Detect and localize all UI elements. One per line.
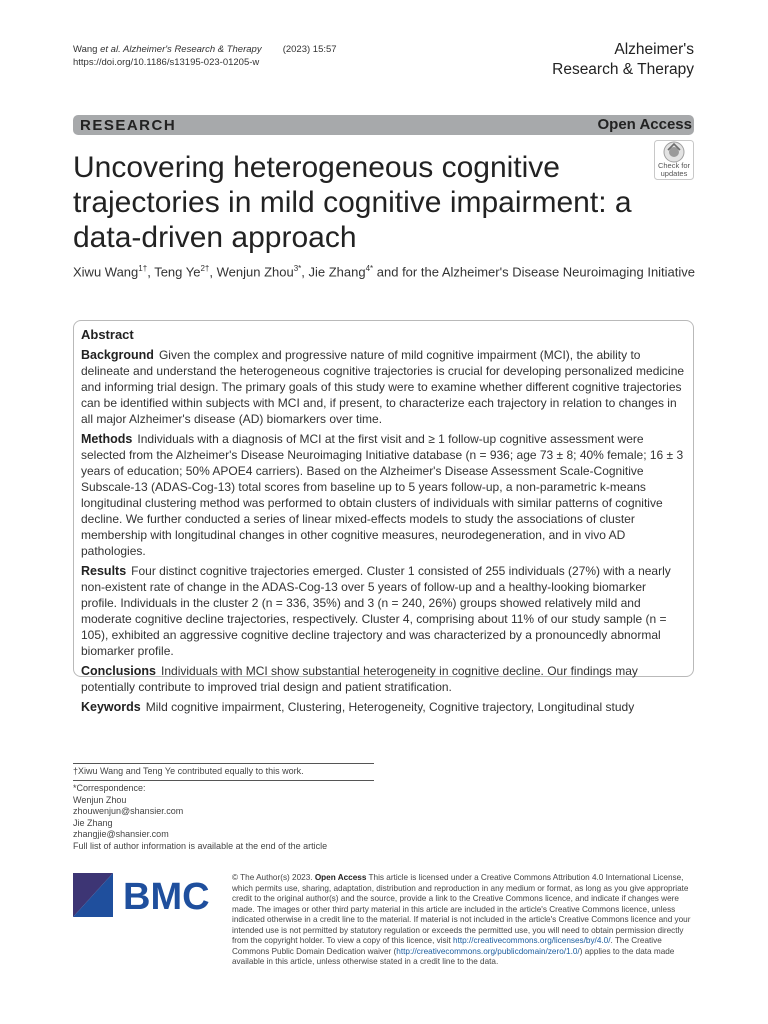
doi-link[interactable]: https://doi.org/10.1186/s13195-023-01205-w	[73, 57, 260, 68]
abstract-section-label: Conclusions	[81, 664, 157, 678]
author-separator: ,	[301, 264, 309, 280]
abstract-section-text: Individuals with a diagnosis of MCI at the first visit and ≥ 1 follow-up cognitive assessment were selected from the Alzheimer's Disease Neuroimaging Initiative database (n = 936; age 73 ± 8; 40% female; 16 ± 3 years of education; 50% APOE4 carriers). Based on the Alzheimer's Disease Assessment Scale-Cognitive Subscale-13 (ADAS-Cog-13) total scores from baseline up to 5 years follow-up, a non-parametric k-means longitudinal clustering method was performed to obtain clusters of individuals with similar patterns of cognitive decline. We further conducted a series of linear mixed-effects models to study the associations of cluster membership with longitudinal changes in other cognitive measures, neurodegeneration, and in vivo AD pathologies.	[81, 432, 684, 558]
abstract-section-keywords	[81, 699, 685, 715]
abstract-section-label: Background	[81, 348, 154, 362]
license-text: © The Author(s) 2023. Open Access This article is licensed under a Creative Commons Attribution 4.0 International License, which permits use, sharing, adaptation, distribution and reproduction in any medium or format, as long as you give appropriate credit to the original author(s) and the source, provide a link to the Creative Commons licence, and indicate if changes were made. The images or other third party material in this article are included in the article's Creative Commons licence, unless indicated otherwise in a credit line to the material. If material is not included in the article's Creative Commons licence and your intended use is not permitted by statutory regulation or exceeds the permitted use, you will need to obtain permission directly from the copyright holder. To view a copy of this licence, visit http://creativecommons.org/licenses/by/4.0/. The Creative Commons Public Domain Dedication waiver (http://creativecommons.org/publicdomain/zero/1.0/) applies to the data made available in this article, unless otherwise stated in a credit line to the data.	[232, 873, 691, 966]
correspondence-line: Wenjun Zhou	[73, 794, 127, 805]
author-name[interactable]: Xiwu Wang	[73, 264, 139, 280]
abstract-section-text: Individuals with MCI show substantial heterogeneity in cognitive decline. Our findings may potentially contribute to improved trial design and patient stratification.	[81, 664, 638, 694]
abstract-section-background	[81, 347, 685, 427]
abstract-section-text: Given the complex and progressive nature of mild cognitive impairment (MCI), the ability to delineate and understand the heterogeneous cognitive trajectories is crucial for developing personalized medicine and informing trial design. The primary goals of this study were to examine whether different cognitive trajectories can be identified within subjects with MCI and, if present, to characterize each trajectory in relation to changes in all major Alzheimer's disease (AD) biomarkers over time.	[81, 348, 685, 426]
journal-name: Alzheimer's Research & Therapy	[552, 41, 694, 78]
author-affiliation-marker: 4*	[365, 264, 374, 273]
license-link[interactable]: http://creativecommons.org/licenses/by/4.0/	[453, 936, 611, 945]
bmc-logo	[73, 873, 218, 917]
author-affiliation-marker: 3*	[293, 264, 302, 273]
public-domain-link[interactable]: http://creativecommons.org/publicdomain/zero/1.0/	[396, 946, 580, 956]
abstract-section-label: Keywords	[81, 700, 141, 714]
author-affiliation-marker: 2†	[200, 264, 210, 273]
footnote-rule	[73, 780, 374, 781]
author-name[interactable]: Wenjun Zhou	[216, 264, 294, 280]
correspondence-line[interactable]: zhangjie@shansier.com	[73, 829, 169, 839]
correspondence-line: Jie Zhang	[73, 817, 113, 828]
correspondence-line[interactable]: zhouwenjun@shansier.com	[73, 806, 184, 816]
abstract-section-results	[81, 563, 685, 659]
abstract-section-methods	[81, 431, 685, 559]
author-name[interactable]: Jie Zhang	[308, 264, 366, 280]
footnote-rule	[73, 763, 374, 764]
abstract-section-text: Mild cognitive impairment, Clustering, Heterogeneity, Cognitive trajectory, Longitudinal study	[145, 700, 635, 714]
author-name[interactable]: Teng Ye	[154, 264, 201, 280]
section-label: RESEARCH	[80, 117, 177, 134]
author-separator: and for the Alzheimer's Disease Neuroimaging Initiative	[373, 264, 696, 280]
abstract-section-label: Results	[81, 564, 127, 578]
author-affiliation-marker: 1†	[138, 264, 148, 273]
bmc-logo-text: BMC	[123, 876, 210, 917]
abstract-content	[81, 327, 685, 719]
author-separator: ,	[147, 264, 155, 280]
article-title: Uncovering heterogeneous cognitive trajectories in mild cognitive impairment: a data-driven approach	[73, 151, 632, 254]
abstract-section-label: Methods	[81, 432, 133, 446]
correspondence-block	[73, 783, 327, 852]
correspondence-line: *Correspondence:	[73, 783, 146, 793]
equal-contribution-note: †Xiwu Wang and Teng Ye contributed equally to this work.	[73, 766, 304, 776]
check-for-updates-label[interactable]: Check for updates	[657, 161, 691, 178]
author-list	[73, 264, 695, 279]
open-access-label: Open Access	[597, 116, 692, 133]
author-separator: ,	[209, 264, 217, 280]
abstract-heading: Abstract	[81, 327, 134, 342]
citation-line: Wang et al. Alzheimer's Research & Therapy (2023) 15:57	[73, 44, 337, 55]
correspondence-line: Full list of author information is available at the end of the article	[73, 840, 328, 851]
abstract-section-text: Four distinct cognitive trajectories emerged. Cluster 1 consisted of 255 individuals (27%) with a nearly non-existent rate of change in the ADAS-Cog-13 over 5 years of follow-up and a healthy-looking biomarker profile. Individuals in the cluster 2 (n = 336, 35%) and 3 (n = 240, 26%) groups showed relatively mild and moderate cognitive decline trajectories, respectively. Cluster 4, comprising about 11% of our study sample (n = 105), exhibited an aggressive cognitive decline trajectory and was characterized by a pronouncedly abnormal biomarker profile.	[81, 564, 671, 658]
running-header	[73, 43, 337, 69]
abstract-section-conclusions	[81, 663, 685, 695]
